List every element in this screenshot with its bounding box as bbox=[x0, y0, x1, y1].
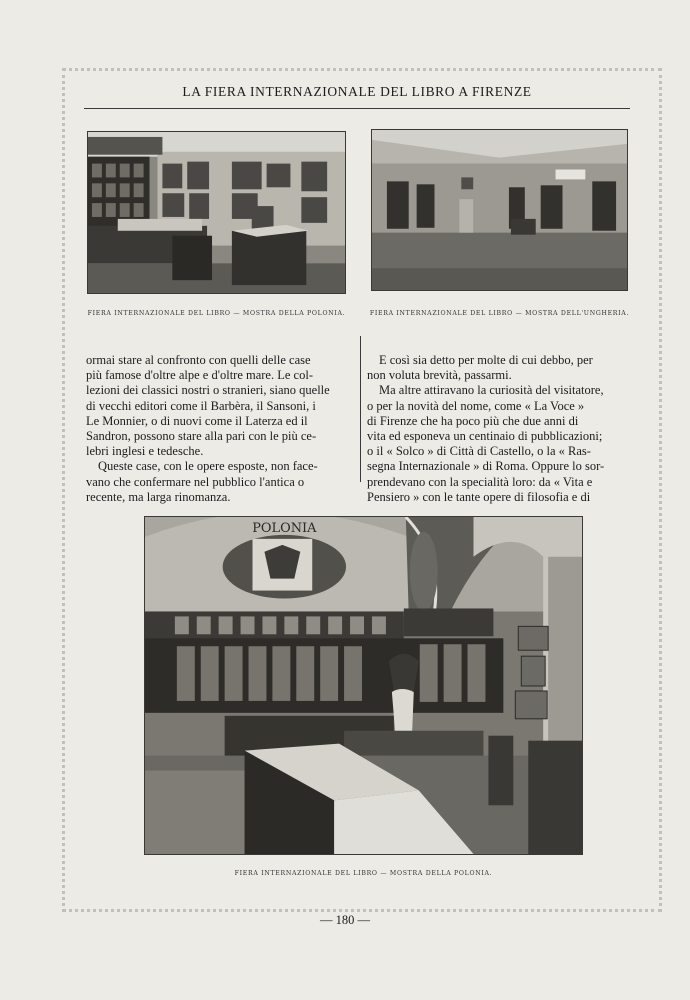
text-line: recente, ma larga rinomanza. bbox=[86, 489, 231, 504]
text-line: Le Monnier, o di nuovi come il Laterza ed il bbox=[86, 413, 308, 428]
text-line: Sandron, possono stare alla pari con le più ce- bbox=[86, 429, 317, 444]
right-column bbox=[367, 353, 635, 505]
text-line: Ma altre attiravano la curiosità del visitatore, bbox=[379, 383, 604, 398]
banner-text: POLONIA bbox=[252, 520, 317, 536]
page-number: — 180 — bbox=[320, 913, 370, 927]
text-line: o per la novità del nome, come « La Voce » bbox=[367, 398, 585, 413]
text-line: prendevano con la specialità loro: da « Vita e bbox=[367, 474, 593, 489]
text-line: Pensiero » con le tante opere di filosofia e di bbox=[367, 489, 591, 504]
text-line: più famose d'oltre alpe e d'oltre mare. Le col- bbox=[86, 368, 313, 383]
text-line: E così sia detto per molte di cui debbo, per bbox=[379, 353, 593, 367]
text-line: Queste case, con le opere esposte, non face- bbox=[98, 459, 318, 474]
caption-photo-ungheria: FIERA INTERNAZIONALE DEL LIBRO — MOSTRA DELL'UNGHERIA. bbox=[369, 310, 630, 317]
text-line: non voluta brevità, passarmi. bbox=[367, 368, 512, 383]
photo-ungheria bbox=[371, 129, 628, 291]
text-line: di Firenze che ha poco più che due anni di bbox=[367, 413, 579, 428]
text-line: segna Internazionale » di Roma. Oppure lo sor- bbox=[367, 459, 605, 474]
text-line: vano che confermare nel pubblico l'antica o bbox=[86, 474, 305, 489]
column-divider bbox=[360, 336, 361, 482]
text-line: ormai stare al confronto con quelli delle case bbox=[86, 353, 311, 367]
header-rule bbox=[84, 108, 630, 109]
photo-polonia-large bbox=[144, 516, 583, 855]
text-line: lebri inglesi e tedesche. bbox=[86, 444, 204, 459]
text-line: o il « Solco » di Città di Castello, o la « Ras- bbox=[367, 444, 591, 459]
running-head: LA FIERA INTERNAZIONALE DEL LIBRO A FIRENZE bbox=[182, 84, 532, 99]
left-column bbox=[86, 353, 356, 505]
photo-polonia-top bbox=[87, 131, 346, 294]
text-line: lezioni dei classici nostri o stranieri, siano quelle bbox=[86, 383, 330, 398]
text-line: di vecchi editori come il Barbèra, il Sansoni, i bbox=[86, 398, 316, 413]
caption-photo-polonia-top: FIERA INTERNAZIONALE DEL LIBRO — MOSTRA DELLA POLONIA. bbox=[87, 310, 346, 317]
caption-photo-polonia-large: FIERA INTERNAZIONALE DEL LIBRO — MOSTRA DELLA POLONIA. bbox=[234, 870, 493, 877]
text-line: vita ed esponeva un centinaio di pubblicazioni; bbox=[367, 429, 603, 444]
